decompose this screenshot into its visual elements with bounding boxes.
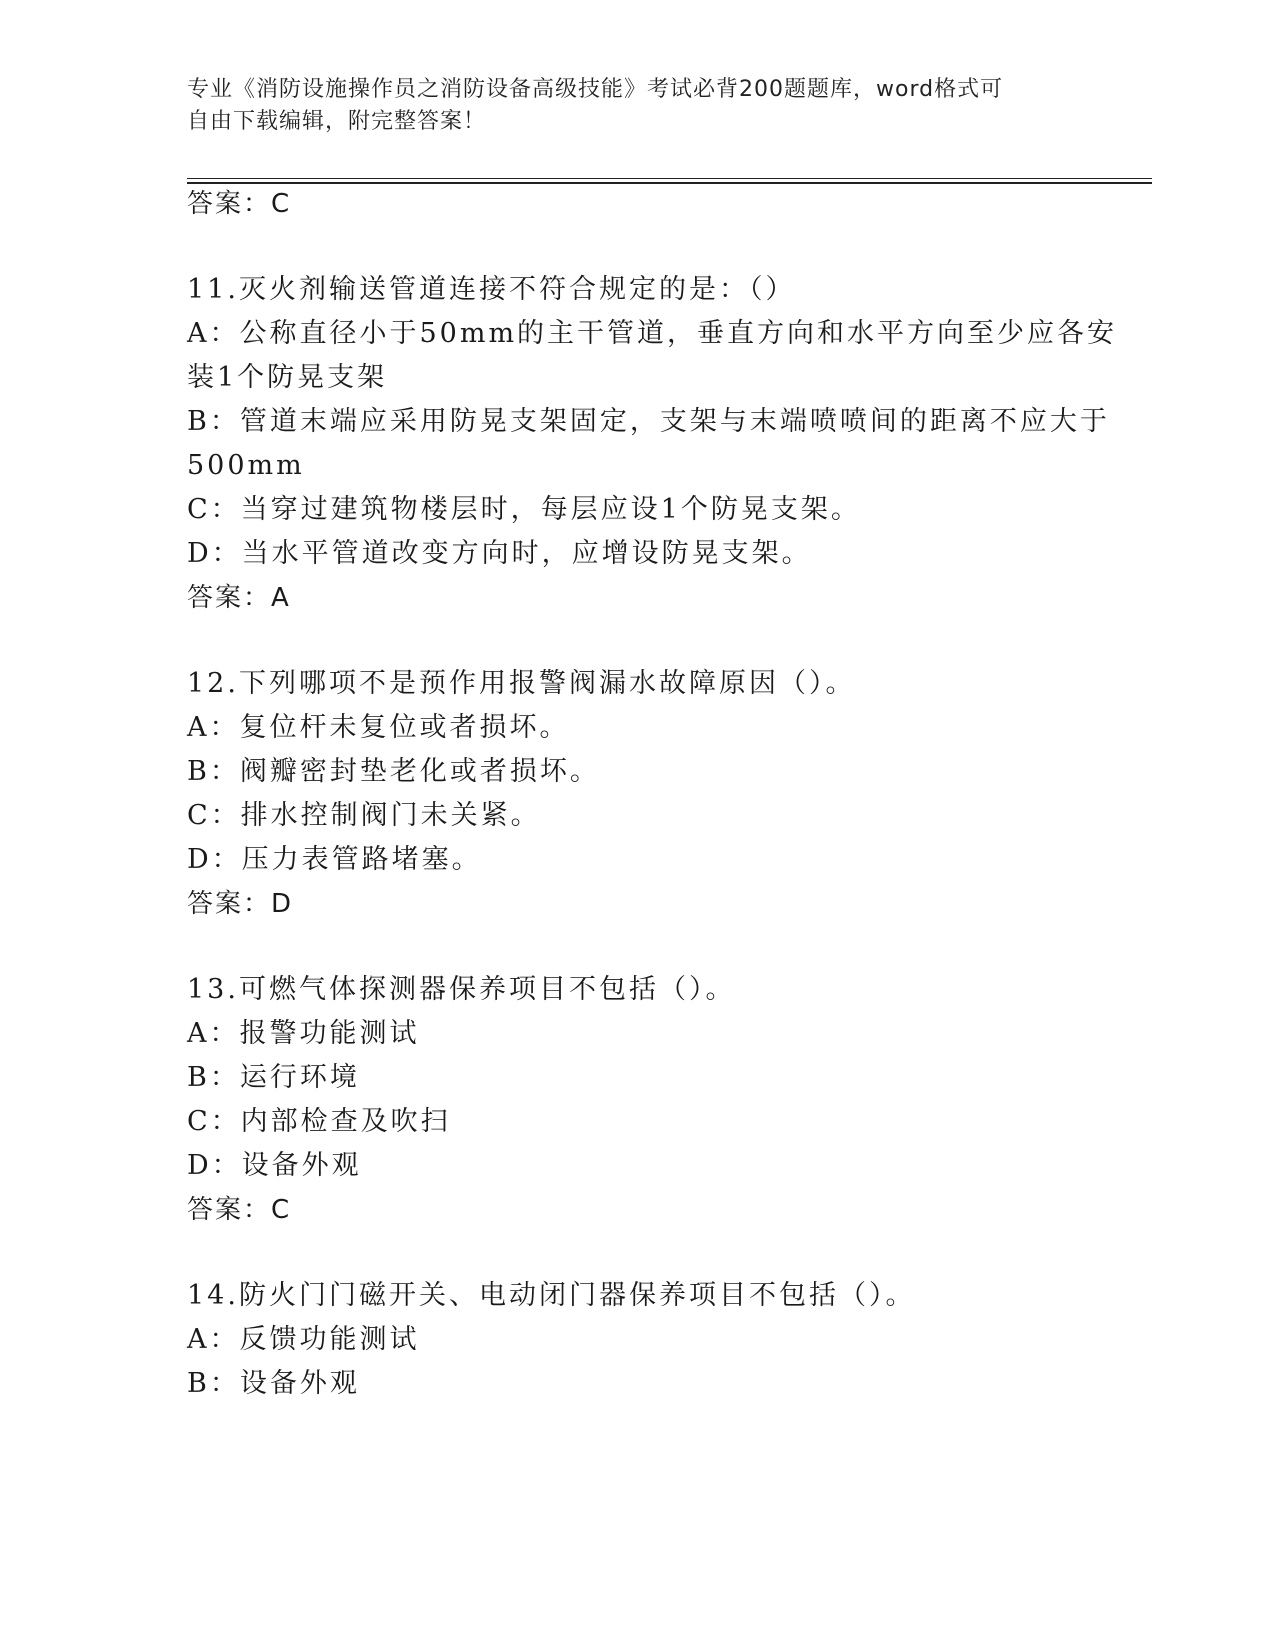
option-line: D：压力表管路堵塞。	[187, 844, 482, 875]
option-line: 装1个防晃支架	[187, 362, 388, 393]
previous-answer: 答案：C	[187, 189, 292, 219]
option-line: C：排水控制阀门未关紧。	[187, 800, 541, 831]
question-stem: 14.防火门门磁开关、电动闭门器保养项目不包括（）。	[187, 1280, 916, 1311]
option-line: A：复位杆未复位或者损坏。	[187, 712, 570, 743]
header-line-1: 专业《消防设施操作员之消防设备高级技能》考试必背200题题库，word格式可	[187, 77, 1004, 102]
header-divider-thin	[187, 178, 1152, 179]
option-line: C：当穿过建筑物楼层时，每层应设1个防晃支架。	[187, 494, 861, 525]
answer-line: 答案：A	[187, 583, 291, 613]
option-line: C：内部检查及吹扫	[187, 1106, 451, 1137]
question-stem: 11.灭火剂输送管道连接不符合规定的是：（）	[187, 274, 796, 305]
question-stem: 12.下列哪项不是预作用报警阀漏水故障原因（）。	[187, 668, 856, 699]
option-line: B：运行环境	[187, 1062, 360, 1093]
answer-line: 答案：D	[187, 889, 294, 919]
option-line: 500mm	[187, 450, 305, 481]
option-line: B：设备外观	[187, 1368, 360, 1399]
option-line: B：管道末端应采用防晃支架固定，支架与末端喷喷间的距离不应大于	[187, 406, 1110, 437]
header-divider-thick	[187, 182, 1152, 184]
option-line: D：设备外观	[187, 1150, 362, 1181]
option-line: A：报警功能测试	[187, 1018, 420, 1049]
option-line: A：反馈功能测试	[187, 1324, 420, 1355]
option-line: D：当水平管道改变方向时，应增设防晃支架。	[187, 538, 812, 569]
answer-line: 答案：C	[187, 1195, 292, 1225]
question-stem: 13.可燃气体探测器保养项目不包括（）。	[187, 974, 736, 1005]
document-header	[187, 74, 1067, 138]
header-line-2: 自由下载编辑，附完整答案！	[187, 109, 487, 134]
option-line: A：公称直径小于50mm的主干管道，垂直方向和水平方向至少应各安	[187, 318, 1118, 349]
option-line: B：阀瓣密封垫老化或者损坏。	[187, 756, 600, 787]
